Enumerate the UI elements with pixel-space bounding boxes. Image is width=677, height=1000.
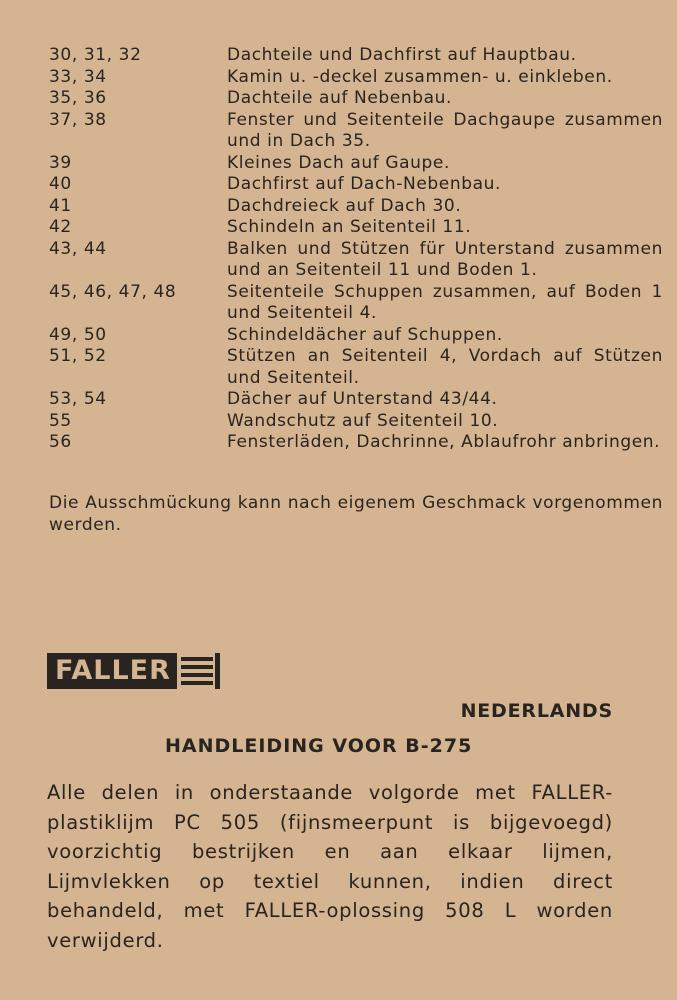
step-text: Balken und Stützen für Unterstand zusammen und an Seitenteil 11 und Boden 1. — [227, 238, 663, 280]
step-text: Dachdreieck auf Dach 30. — [227, 195, 462, 216]
faller-logo — [47, 653, 221, 689]
step-text: Fenster und Seitenteile Dachgaupe zusammen und in Dach 35. — [227, 109, 663, 151]
step-number: 56 — [49, 432, 72, 452]
closing-note: Die Ausschmückung kann nach eigenem Geschmack vorgenommen werden. — [49, 493, 663, 535]
step-text: Wandschutz auf Seitenteil 10. — [227, 410, 499, 431]
step-text: Schindeldächer auf Schuppen. — [227, 324, 503, 345]
assembly-steps-list — [49, 45, 663, 454]
step-text: Dachfirst auf Dach-Nebenbau. — [227, 174, 501, 194]
step-row — [49, 411, 663, 433]
step-row — [49, 153, 663, 175]
step-row — [49, 282, 663, 325]
section-title: HANDLEIDING VOOR B-275 — [165, 735, 473, 757]
step-number: 43, 44 — [49, 238, 107, 259]
step-row — [49, 45, 663, 67]
step-row — [49, 346, 663, 389]
logo-wordmark: FALLER — [47, 653, 177, 689]
faller-lines-icon — [181, 653, 221, 689]
step-number: 30, 31, 32 — [49, 45, 142, 65]
step-text: Stützen an Seitenteil 4, Vordach auf Stützen und Seitenteil. — [227, 346, 663, 388]
step-row — [49, 325, 663, 347]
step-row — [49, 196, 663, 218]
step-number: 53, 54 — [49, 389, 107, 409]
step-number: 39 — [49, 152, 72, 173]
intro-paragraph: Alle delen in onderstaande volgorde met FALLER-plastiklijm PC 505 (fijnsmeerpunt is bijgevoegd) voorzichtig bestrijken en aan elkaar lijmen, Lijmvlekken op textiel kunnen, indien direct behandeld, met FALLER-oplossing 508 L worden verwijderd. — [47, 781, 613, 952]
step-row — [49, 174, 663, 196]
step-row — [49, 67, 663, 89]
step-number: 33, 34 — [49, 66, 107, 87]
step-text: Dachteile und Dachfirst auf Hauptbau. — [227, 45, 577, 65]
step-number: 40 — [49, 174, 72, 194]
step-number: 41 — [49, 195, 72, 216]
step-row — [49, 88, 663, 110]
step-text: Dächer auf Unterstand 43/44. — [227, 389, 498, 409]
step-text: Schindeln an Seitenteil 11. — [227, 217, 472, 237]
step-text: Kamin u. -deckel zusammen- u. einkleben. — [227, 66, 613, 87]
step-text: Dachteile auf Nebenbau. — [227, 88, 453, 108]
step-number: 35, 36 — [49, 88, 107, 108]
step-row — [49, 432, 663, 454]
step-text: Fensterläden, Dachrinne, Ablaufrohr anbringen. — [227, 432, 661, 452]
step-number: 37, 38 — [49, 109, 107, 130]
step-text: Seitenteile Schuppen zusammen, auf Boden 1 und Seitenteil 4. — [227, 281, 663, 323]
step-number: 49, 50 — [49, 324, 107, 345]
step-number: 42 — [49, 217, 72, 237]
step-number: 55 — [49, 410, 72, 431]
step-text: Kleines Dach auf Gaupe. — [227, 152, 450, 173]
step-number: 45, 46, 47, 48 — [49, 281, 177, 302]
step-row — [49, 389, 663, 411]
language-heading: NEDERLANDS — [460, 700, 613, 722]
step-row — [49, 239, 663, 282]
step-number: 51, 52 — [49, 346, 107, 366]
step-row — [49, 217, 663, 239]
step-row — [49, 110, 663, 153]
